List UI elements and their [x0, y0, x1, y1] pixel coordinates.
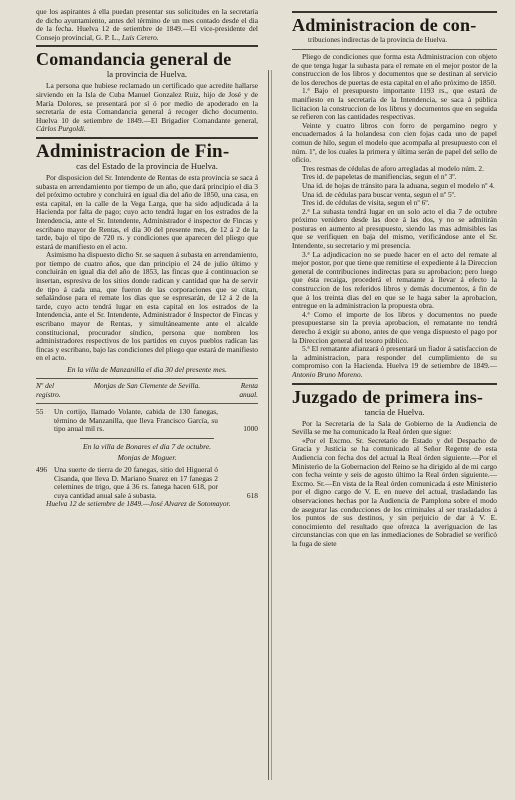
villa-manzanilla-line: En la villa de Manzanilla el dia 30 del presente mes. — [67, 365, 227, 374]
short-divider — [80, 438, 213, 439]
administracion-fincas-subheading: cas del Estado de la provincia de Huelva. — [76, 160, 218, 171]
condition-1-item: Una id. de hojas de tránsito para la aduana, segun el modelo nº 4. — [302, 180, 495, 190]
entry-number: 55 — [36, 407, 44, 417]
section-divider — [292, 11, 497, 13]
fincas-paragraph-2: Asimismo ha dispuesto dicho Sr. se saquen á subasta en arrendamiento, por tiempo de cuatro años, que dan principio el 24 de julio último y concluirán en igual dia del año de 1853, las fincas que á continuacion se insertan, espresiva de los sitios donde radican y cantidad que ha de servir de tipo á cada una, que fueron de las corporaciones que se citan, señalándose para el remate los dias que se espresarán, de 12 á 2 de la tarde, cuyo acto tendrá lugar en esta capital en los estrados de la Intendencia, ante el Sr. Intendente, Administrador é Inspector de Fincas y escribano mayor de Rentas, y simultáneamente ante el alcalde constitucional, procurador síndico, persona que nombren los administradores respectivos de los partidos en cuyos pueblos radican las fincas y escribano, bajo las condiciones del pliego que estará de manifiesto en el acto. — [36, 250, 258, 363]
listing-header — [36, 382, 258, 399]
entry-description: Una suerte de tierra de 20 fanegas, sitio del Higueral ó Cisanda, que lleva D. Mariano Suarez en 17 fanegas 2 celemines de trigo, que á 36 rs. fanega hacen 618, por cuya cantidad anual sale á subasta. — [54, 464, 218, 500]
condition-5: 5.ª El rematante afianzará ó presentará un fiador á satisfaccion de la administracion, para responder del cumplimiento de su compromiso con la Hacienda. Huelva 19 de setiembre de 1849.—Antonio Bruno Moreno. — [292, 344, 497, 379]
line-divider — [36, 378, 258, 379]
juzgado-heading: Juzgado de primera ins- — [292, 386, 484, 407]
juzgado-paragraph-1: Por la Secretaría de la Sala de Gobierno de la Audiencia de Sevilla se me ha comunicado la Real órden que sigue: — [292, 418, 497, 437]
condition-1-item: Tres id. de cédulas de visita, segun el nº 6º. — [302, 198, 430, 208]
column-rule — [268, 70, 269, 780]
condition-1-libros: Veinte y cuatro libros con forro de pergamino negro y encuadernados á la holandesa con cien fojas cada uno de papel comun de hilo, segun el modelo que acompaña al presupuesto con el núm. 1º, de los cuales la primera y última serán de papel del sello de oficio. — [292, 120, 497, 165]
administracion-fincas-heading: Administracion de Fin- — [36, 140, 230, 162]
listing-entry — [36, 466, 258, 500]
condition-2: 2.ª La subasta tendrá lugar en un solo acto el dia 7 de octubre próximo venidero desde las doce á las dos, y no se admitirán posturas en aumento al presupuesto, siendo las mas admisibles las que se verifiquen en baja del mismo, verificándose ante el Sr. Intendente, su secretario y mi presencia. — [292, 206, 497, 251]
administracion-contribuciones-subheading: tribuciones indirectas de la provincia de Huelva. — [308, 36, 448, 44]
section-divider — [36, 137, 258, 139]
owner-column-header: Monjas de San Clemente de Sevilla. — [93, 381, 201, 390]
condition-4: 4.ª Como el importe de los libros y documentos no puede presupuestarse sin la previa aprobacion, el rematante no tendrá derecho á exigir su abono, antes de que venga dispuesto el pago por la Direccion general del tesoro público. — [292, 309, 497, 345]
entry-rent: 1000 — [243, 424, 258, 434]
comandancia-subheading: la provincia de Huelva. — [106, 69, 188, 80]
entry-description: Un cortijo, llamado Volante, cabida de 130 fanegas, término de Manzanilla, que lleva Francisco García, su tipo anual mil rs. — [54, 407, 218, 434]
entry-rent: 618 — [246, 490, 258, 500]
condition-1-item: Tres id. de papeletas de manifiencias, segun el nº 3º. — [302, 172, 457, 182]
comandancia-heading: Comandancia general de — [36, 49, 232, 70]
entry-number: 496 — [36, 464, 48, 474]
section-divider — [36, 45, 258, 47]
line-divider — [292, 49, 497, 50]
juzgado-paragraph-2: «Por el Excmo. Sr. Secretario de Estado y del Despacho de Gracia y Justicia se ha comunicado al Señor Regente de esta Audiencia con fecha dos del actual la Real órden siguiente.—Por el Ministerio de la Gobernacion del Reino se ha dirigido al de mi cargo con fecha veinte y seis de agosto último la Real órden siguiente.—Excmo. Sr.—En vista de la Real órden comunicada á este Ministerio por el digno cargo de V. E. en nueve del actual, trasladando las observaciones hechas por la Audiencia de Pamplona sobre el modo de asegurar las conducciones de los criminales al ser trasladados á los puntos de sus destinos, y sin perjuicio de dar á V. E. conocimiento del resultado que ofrezca la averiguacion de las circunstancias con que en las inmediaciones de Sobradiel se verificó la fuga de siete — [292, 435, 497, 548]
right-column — [292, 8, 497, 794]
condition-1-item: Tres resmas de cédulas de aforo arregladas al modelo núm. 2. — [302, 163, 484, 173]
juzgado-subheading: tancia de Huelva. — [364, 406, 425, 417]
line-divider — [36, 403, 258, 404]
comandancia-notice: La persona que hubiese reclamado un certificado que acredite hallarse sirviendo en la Isla de Cuba Manuel Gonzalez Ruiz, hijo de José y de María Dolores, se presentará por sí ó por medio de apoderado en la secretaría de esta Comandancia general á recoger dicho documento. Huelva 10 de setiembre de 1849.—El Brigadier Comandante general, Cárlos Purgoldi. — [36, 81, 258, 134]
rent-column-header: Renta anual. — [239, 381, 258, 399]
condition-3: 3.ª La adjudicacion no se puede hacer en el acto del remate al mejor postor, por que tiene que remitirse el expediente á la Direccion general de contribuciones indirectas para su aprobacion; pero luego que ésta recaiga, procederá el rematante á llevar á efecto la construccion de los referidos libros y demás documentos, á fin de que á los treinta dias del en que se le haga saber la aprobacion, entregue en la administracion la propuesta obra. — [292, 249, 497, 311]
condition-1-item: Una id. de cédulas para buscar venta, segun el nº 5º. — [302, 189, 456, 199]
section-divider — [292, 383, 497, 385]
registry-column-header: Nº del registro. — [36, 381, 61, 399]
fincas-closing: Huelva 12 de setiembre de 1849.—José Alvarez de Sotomayor. — [46, 499, 231, 509]
pliego-paragraph: Pliego de condiciones que forma esta Administracion con objeto de que tenga lugar la subasta para el remate en el mejor postor de la construccion de los libros y documentos que se destinan al servicio de los derechos de puertas de esta capital en el año próximo de 1850. — [292, 52, 497, 87]
administracion-contribuciones-heading: Administracion de con- — [292, 15, 477, 35]
condition-1: 1.ª Bajo el presupuesto importante 1193 rs., que estará de manifiesto en la secretaría de la Intendencia, se saca á pública licitacion la construccion de los libros y documentos que en seguida se refieren con las cantidades respectivas. — [292, 86, 497, 122]
monjas-moguer-line: Monjas de Moguer. — [117, 452, 177, 462]
listing-entry — [36, 408, 258, 434]
left-column — [36, 8, 258, 794]
fincas-paragraph-1: Por disposicion del Sr. Intendente de Rentas de esta provincia se saca á subasta en arrendamiento por tiempo de un año, que dará principio el dia 3 del próximo octubre y concluirá en igual dia del año de 1850, una casa, en esta capital, en la calle de la Vega Larga, que ha sido adjudicada á la Hacienda por falta de pago; cuyo acto tendrá lugar en los estrados de la Intendencia, ante el Sr. Intendente, Administrador é inspector de Fincas y escribano mayor de Rentas, el dia 30 del presente mes, de 12 á 2 de la tarde, bajo el tipo de 720 rs. y condiciones que aparecen del pliego que estará de manifiesto en el acto. — [36, 172, 258, 251]
intro-paragraph: que los aspirantes á ella puedan presentar sus solicitudes en la secretaría de dicho ayuntamiento, antes del término de un mes contado desde el dia de la fecha. Huelva 12 de setiembre de 1849.—El vice-presidente del Consejo provincial, G. P. L., Luis Cerero. — [36, 8, 258, 42]
villa-bonares-line: En la villa de Bonares el dia 7 de octubre. — [82, 441, 212, 451]
